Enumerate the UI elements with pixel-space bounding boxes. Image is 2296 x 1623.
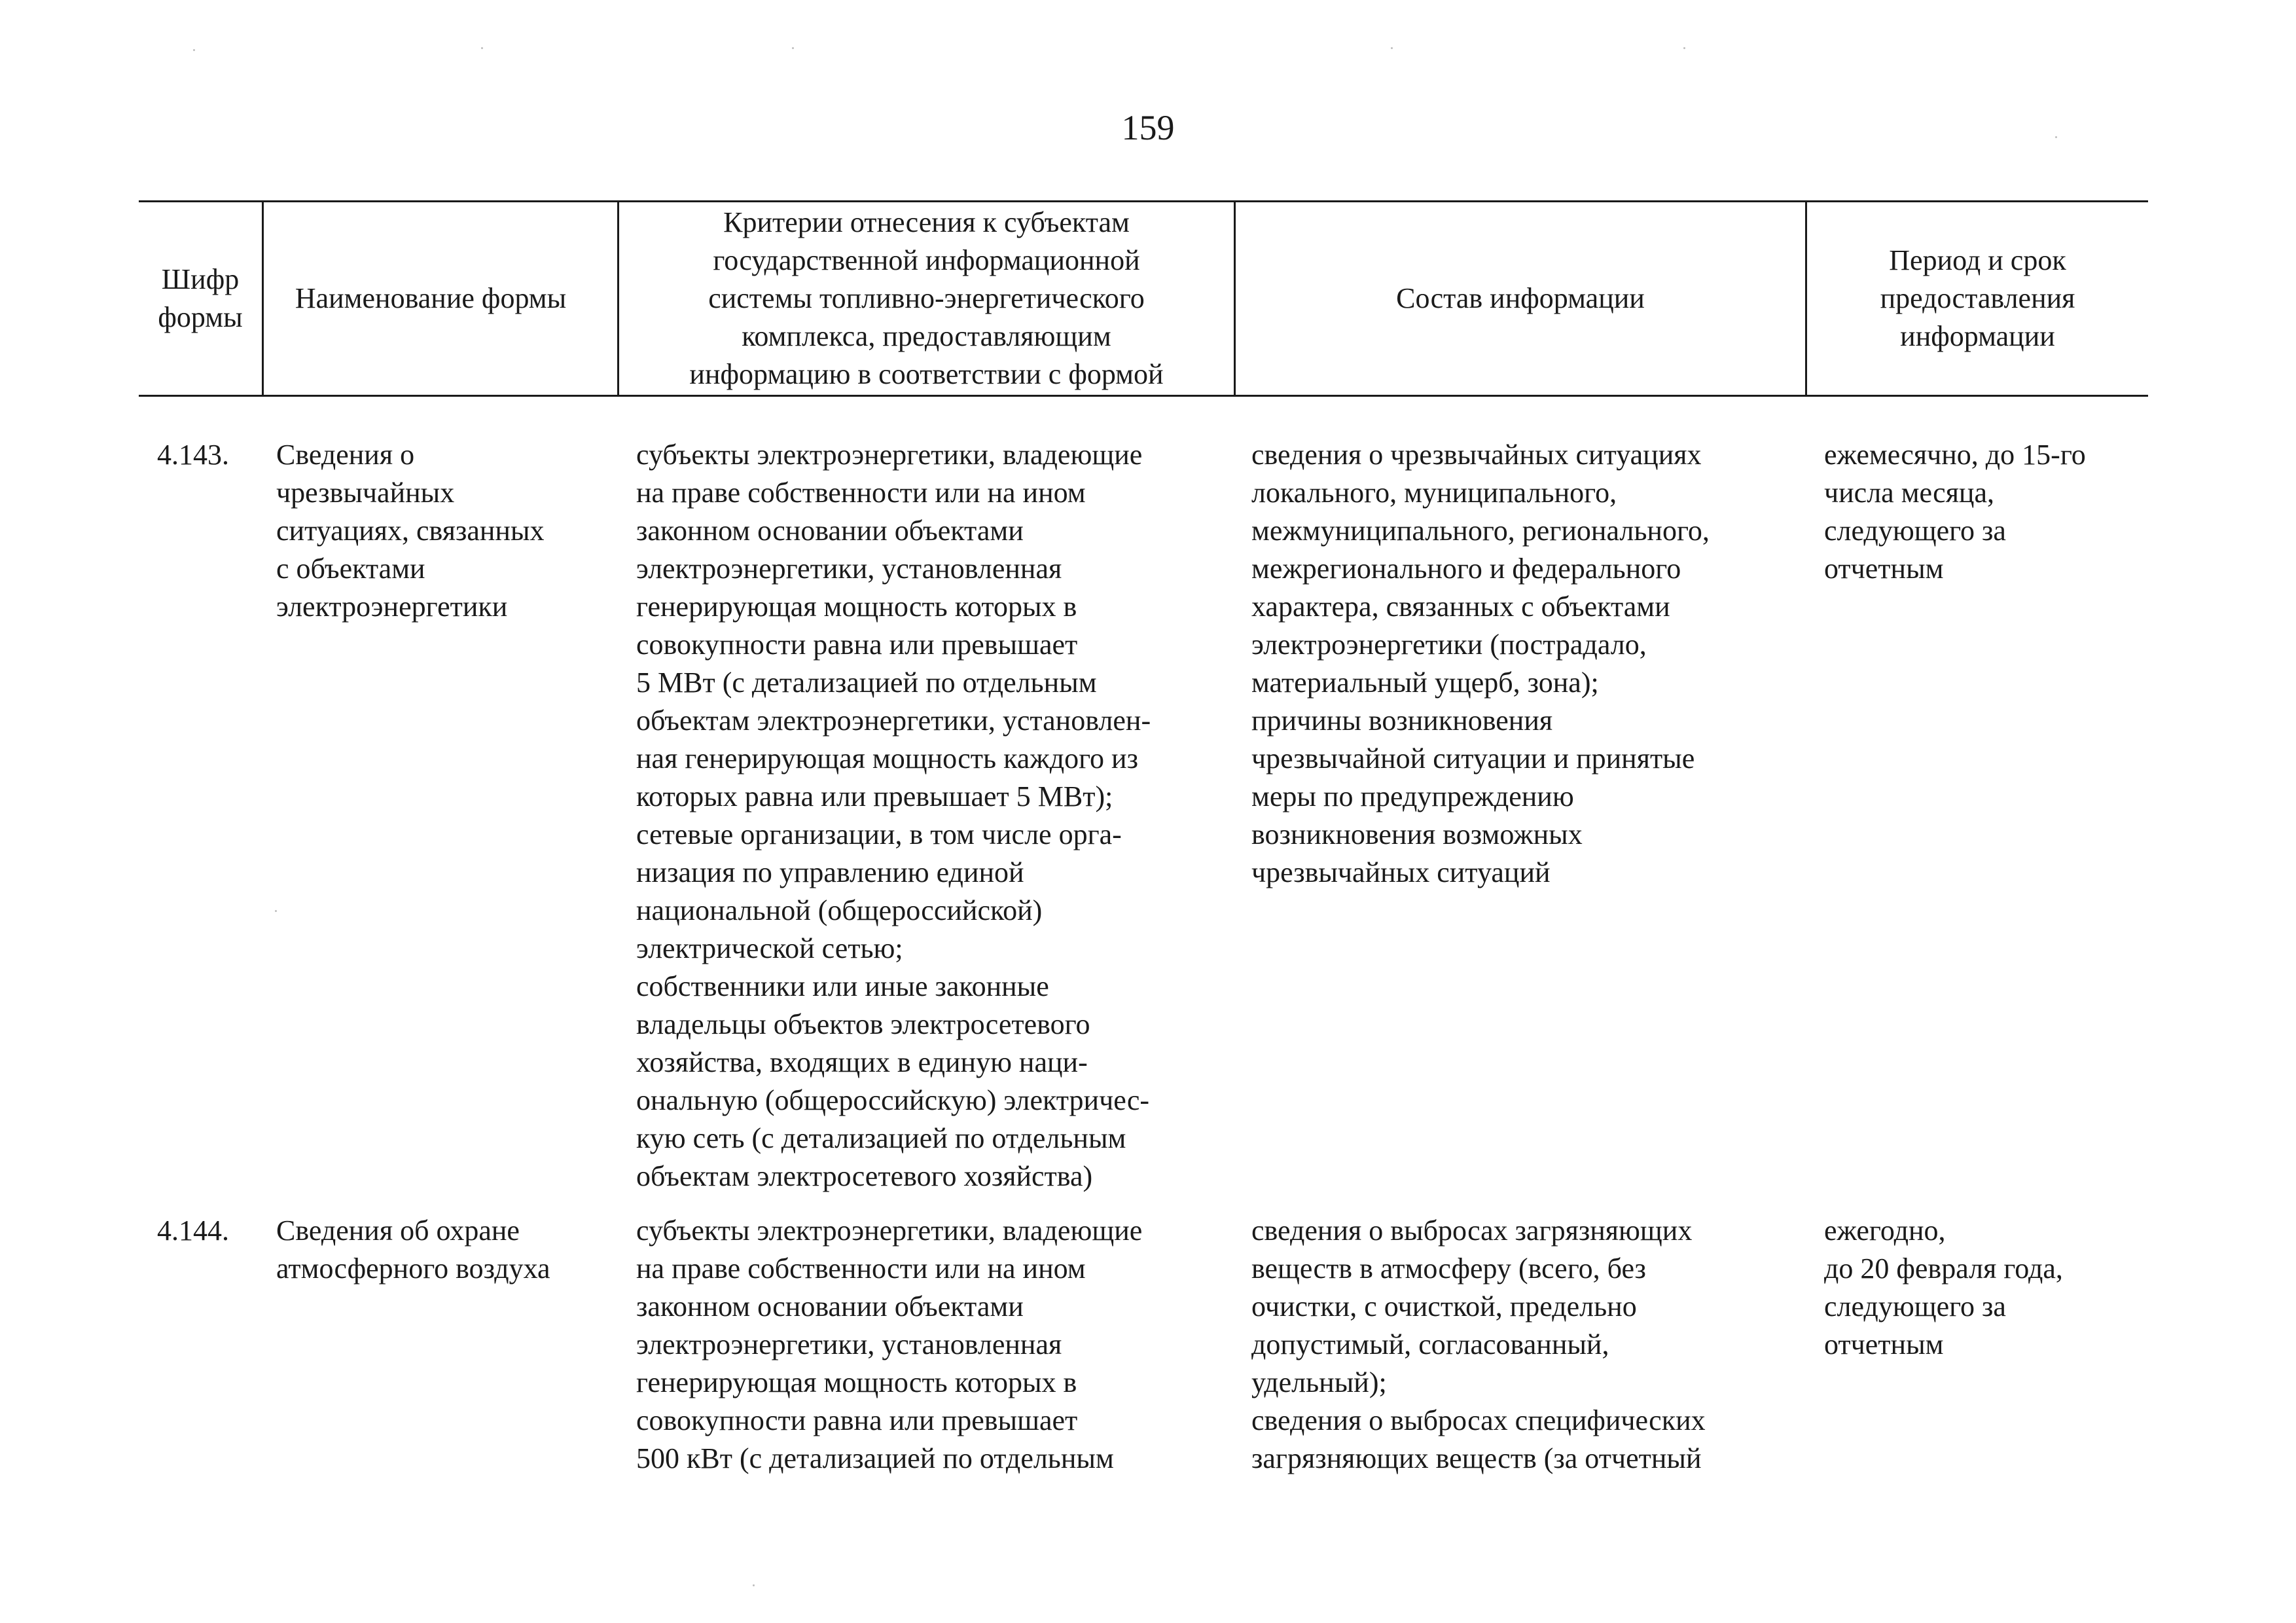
form-period: ежегодно, до 20 февраля года, следующего за отчетным — [1824, 1214, 2063, 1360]
scan-speck — [1683, 47, 1685, 49]
form-criteria: субъекты электроэнергетики, владеющие на праве собственности или на ином законном основании объектами электроэнергетики, установленная генерирующая мощность которых в совокупности равна или превышает 500 кВт (с детализацией по отдельным — [636, 1214, 1143, 1474]
page-number: 159 — [1121, 108, 1175, 147]
table-header — [139, 200, 2148, 397]
table-row — [139, 436, 2148, 1202]
form-name: Сведения о чрезвычайных ситуациях, связанных с объектами электроэнергетики — [276, 439, 545, 623]
form-content: сведения о выбросах загрязняющих веществ в атмосферу (всего, без очистки, с очисткой, предельно допустимый, согласованный, удельный); сведения о выбросах специфических загрязняющих веществ (за отчетный — [1251, 1214, 1706, 1474]
header-period: Период и срок предоставления информации — [1880, 244, 2075, 352]
scan-speck — [193, 49, 195, 51]
table-row — [139, 1212, 2148, 1487]
scan-speck — [753, 1584, 755, 1586]
header-form-name: Наименование формы — [295, 282, 567, 314]
forms-table — [139, 200, 2148, 1474]
form-criteria: субъекты электроэнергетики, владеющие на праве собственности или на ином законном основании объектами электроэнергетики, установленная генерирующая мощность которых в совокупности равна или превышает 5 МВт (с детализацией по отдельным объектам электроэнергетики, установлен- ная генерирующая мощность каждого из которых равна или превышает 5 МВт); сетевые организации, в том числе орга- низация по управлению единой национальной (общероссийской) электрической сетью; собственники или иные законные владельцы объектов электросетевого хозяйства, входящих в единую наци- ональную (общероссийскую) электричес- кую сеть (с детализацией по отдельным объектам электросетевого хозяйства) — [636, 439, 1151, 1192]
form-period: ежемесячно, до 15-го числа месяца, следующего за отчетным — [1824, 439, 2086, 585]
scan-speck — [481, 47, 483, 49]
scan-speck — [792, 47, 794, 49]
header-form-code: Шифр формы — [158, 263, 243, 333]
form-code: 4.144. — [157, 1214, 229, 1247]
form-content: сведения о чрезвычайных ситуациях локального, муниципального, межмуниципального, регионального, межрегионального и федерального характера, связанных с объектами электроэнергетики (пострадало, материальный ущерб, зона); причины возникновения чрезвычайной ситуации и принятые меры по предупреждению возникновения возможных чрезвычайных ситуаций — [1251, 439, 1710, 888]
header-criteria: Критерии отнесения к субъектам государственной информационной системы топливно-энергетического комплекса, предоставляющим информацию в соответствии с формой — [689, 206, 1164, 390]
scan-speck — [1391, 47, 1393, 49]
form-code: 4.143. — [157, 439, 229, 471]
form-name: Сведения об охране атмосферного воздуха — [276, 1214, 550, 1285]
header-content: Состав информации — [1396, 282, 1645, 314]
